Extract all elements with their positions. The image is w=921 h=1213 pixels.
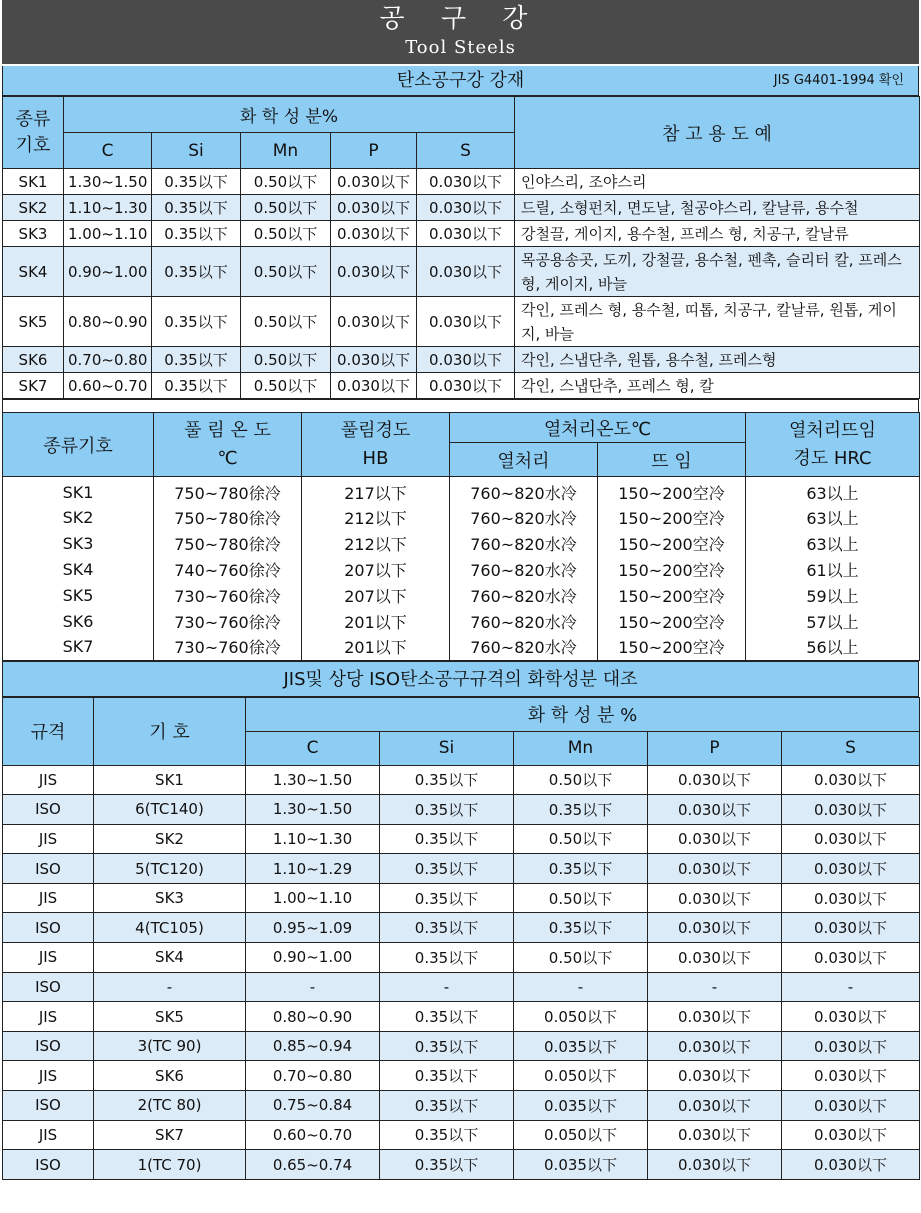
compare-header-p: P bbox=[648, 731, 782, 765]
heat-code-cell: SK1 bbox=[3, 477, 154, 505]
table-row bbox=[3, 608, 920, 634]
code-cell: 2(TC 80) bbox=[94, 1091, 246, 1121]
heat-header-anneal-hardness bbox=[302, 413, 450, 477]
code-cell: 5(TC120) bbox=[94, 854, 246, 884]
table-row bbox=[3, 1150, 920, 1180]
compare-si-cell: 0.35以下 bbox=[380, 765, 514, 795]
heat-code-cell: SK6 bbox=[3, 608, 154, 634]
compare-header-s: S bbox=[782, 731, 920, 765]
heat-quench-cell: 760~820水冷 bbox=[450, 608, 598, 634]
usage-cell: 각인, 스냅단추, 원톱, 용수철, 프레스형 bbox=[515, 347, 920, 373]
compare-p-cell: 0.030以下 bbox=[648, 1120, 782, 1150]
compare-c-cell: - bbox=[246, 972, 380, 1002]
carbon-s-cell: 0.030以下 bbox=[417, 247, 515, 297]
table-row bbox=[3, 504, 920, 530]
spec-cell: JIS bbox=[3, 1120, 94, 1150]
heat-quench-cell: 760~820水冷 bbox=[450, 504, 598, 530]
heat-hb-cell: 212以下 bbox=[302, 504, 450, 530]
carbon-mn-cell: 0.50以下 bbox=[241, 169, 331, 195]
carbon-header-si: Si bbox=[152, 133, 241, 169]
compare-mn-cell: 0.50以下 bbox=[514, 943, 648, 973]
table-row bbox=[3, 373, 920, 399]
spec-cell: ISO bbox=[3, 1091, 94, 1121]
code-cell: 6(TC140) bbox=[94, 795, 246, 825]
compare-s-cell: 0.030以下 bbox=[782, 1031, 920, 1061]
spec-cell: ISO bbox=[3, 972, 94, 1002]
spec-cell: JIS bbox=[3, 1061, 94, 1091]
heat-hrc-cell: 63以上 bbox=[746, 504, 920, 530]
compare-p-cell: 0.030以下 bbox=[648, 883, 782, 913]
compare-c-cell: 0.85~0.94 bbox=[246, 1031, 380, 1061]
heat-code-cell: SK4 bbox=[3, 556, 154, 582]
title-bar bbox=[2, 0, 919, 66]
compare-c-cell: 1.00~1.10 bbox=[246, 883, 380, 913]
heat-quench-cell: 760~820水冷 bbox=[450, 556, 598, 582]
heat-anneal-cell: 750~780徐冷 bbox=[154, 530, 302, 556]
compare-s-cell: 0.030以下 bbox=[782, 1091, 920, 1121]
heat-code-cell: SK3 bbox=[3, 530, 154, 556]
carbon-table-title: 탄소공구강 강재 bbox=[396, 70, 525, 91]
compare-header-mn: Mn bbox=[514, 731, 648, 765]
carbon-p-cell: 0.030以下 bbox=[331, 247, 417, 297]
carbon-si-cell: 0.35以下 bbox=[152, 221, 241, 247]
table-row bbox=[3, 824, 920, 854]
heat-anneal-cell: 730~760徐冷 bbox=[154, 608, 302, 634]
compare-mn-cell: 0.050以下 bbox=[514, 1002, 648, 1032]
compare-mn-cell: 0.050以下 bbox=[514, 1120, 648, 1150]
compare-c-cell: 0.75~0.84 bbox=[246, 1091, 380, 1121]
heat-anneal-cell: 750~780徐冷 bbox=[154, 504, 302, 530]
carbon-si-cell: 0.35以下 bbox=[152, 347, 241, 373]
compare-si-cell: 0.35以下 bbox=[380, 1150, 514, 1180]
compare-s-cell: 0.030以下 bbox=[782, 765, 920, 795]
carbon-c-cell: 1.00~1.10 bbox=[64, 221, 152, 247]
compare-p-cell: - bbox=[648, 972, 782, 1002]
heat-hrc-cell: 63以上 bbox=[746, 477, 920, 505]
carbon-mn-cell: 0.50以下 bbox=[241, 347, 331, 373]
compare-si-cell: 0.35以下 bbox=[380, 854, 514, 884]
table-row bbox=[3, 347, 920, 373]
carbon-s-cell: 0.030以下 bbox=[417, 297, 515, 347]
table-row bbox=[3, 634, 920, 660]
carbon-c-cell: 0.60~0.70 bbox=[64, 373, 152, 399]
compare-s-cell: 0.030以下 bbox=[782, 1120, 920, 1150]
carbon-s-cell: 0.030以下 bbox=[417, 347, 515, 373]
compare-s-cell: 0.030以下 bbox=[782, 795, 920, 825]
usage-cell: 각인, 스냅단추, 프레스 형, 칼 bbox=[515, 373, 920, 399]
code-cell: SK5 bbox=[94, 1002, 246, 1032]
compare-c-cell: 1.30~1.50 bbox=[246, 765, 380, 795]
spec-cell: JIS bbox=[3, 1002, 94, 1032]
carbon-header-c: C bbox=[64, 133, 152, 169]
type-code-cell: SK4 bbox=[3, 247, 64, 297]
compare-mn-cell: 0.35以下 bbox=[514, 854, 648, 884]
code-cell: SK7 bbox=[94, 1120, 246, 1150]
carbon-c-cell: 0.90~1.00 bbox=[64, 247, 152, 297]
compare-si-cell: 0.35以下 bbox=[380, 1120, 514, 1150]
heat-header-anneal-hardness-unit: HB bbox=[362, 447, 389, 469]
carbon-table-standard: JIS G4401-1994 확인 bbox=[773, 73, 904, 88]
table-row bbox=[3, 854, 920, 884]
code-cell: SK1 bbox=[94, 765, 246, 795]
heat-header-type-code: 종류기호 bbox=[3, 413, 154, 477]
carbon-si-cell: 0.35以下 bbox=[152, 373, 241, 399]
title-english: Tool Steels bbox=[405, 37, 516, 58]
heat-hb-cell: 217以下 bbox=[302, 477, 450, 505]
compare-c-cell: 1.10~1.30 bbox=[246, 824, 380, 854]
type-code-cell: SK3 bbox=[3, 221, 64, 247]
heat-anneal-cell: 730~760徐冷 bbox=[154, 634, 302, 660]
carbon-s-cell: 0.030以下 bbox=[417, 195, 515, 221]
table-row bbox=[3, 582, 920, 608]
code-cell: - bbox=[94, 972, 246, 1002]
heat-hrc-cell: 56以上 bbox=[746, 634, 920, 660]
heat-table bbox=[2, 412, 920, 661]
compare-si-cell: 0.35以下 bbox=[380, 1061, 514, 1091]
heat-temper-cell: 150~200空冷 bbox=[598, 608, 746, 634]
compare-p-cell: 0.030以下 bbox=[648, 765, 782, 795]
compare-s-cell: 0.030以下 bbox=[782, 854, 920, 884]
compare-s-cell: - bbox=[782, 972, 920, 1002]
heat-hrc-cell: 57以上 bbox=[746, 608, 920, 634]
heat-header-temper: 뜨 임 bbox=[598, 443, 746, 477]
carbon-mn-cell: 0.50以下 bbox=[241, 247, 331, 297]
heat-code-cell: SK5 bbox=[3, 582, 154, 608]
compare-c-cell: 0.65~0.74 bbox=[246, 1150, 380, 1180]
heat-header-anneal-temp bbox=[154, 413, 302, 477]
heat-header-quench: 열처리 bbox=[450, 443, 598, 477]
type-code-cell: SK5 bbox=[3, 297, 64, 347]
table-row bbox=[3, 477, 920, 505]
spec-cell: ISO bbox=[3, 913, 94, 943]
usage-cell: 강철끌, 게이지, 용수철, 프레스 형, 치공구, 칼날류 bbox=[515, 221, 920, 247]
heat-quench-cell: 760~820水冷 bbox=[450, 477, 598, 505]
carbon-header-chem: 화 학 성 분% bbox=[64, 97, 515, 133]
carbon-c-cell: 1.10~1.30 bbox=[64, 195, 152, 221]
heat-header-hrc-line2: 경도 HRC bbox=[793, 447, 872, 469]
table-row bbox=[3, 913, 920, 943]
compare-mn-cell: 0.50以下 bbox=[514, 824, 648, 854]
heat-header-heat-temp: 열처리온도℃ bbox=[450, 413, 746, 443]
usage-cell: 목공용송곳, 도끼, 강철끌, 용수철, 펜촉, 슬리터 칼, 프레스 형, 게이지, 바늘 bbox=[515, 247, 920, 297]
compare-c-cell: 0.80~0.90 bbox=[246, 1002, 380, 1032]
compare-p-cell: 0.030以下 bbox=[648, 1091, 782, 1121]
table-row bbox=[3, 972, 920, 1002]
heat-hb-cell: 207以下 bbox=[302, 556, 450, 582]
spec-cell: ISO bbox=[3, 1031, 94, 1061]
spec-cell: ISO bbox=[3, 795, 94, 825]
carbon-table-banner bbox=[2, 66, 919, 96]
carbon-header-s: S bbox=[417, 133, 515, 169]
table-row bbox=[3, 221, 920, 247]
compare-p-cell: 0.030以下 bbox=[648, 913, 782, 943]
compare-mn-cell: 0.035以下 bbox=[514, 1031, 648, 1061]
table-row bbox=[3, 883, 920, 913]
compare-s-cell: 0.030以下 bbox=[782, 1061, 920, 1091]
heat-anneal-cell: 750~780徐冷 bbox=[154, 477, 302, 505]
title-korean: 공 구 강 bbox=[379, 4, 542, 34]
compare-p-cell: 0.030以下 bbox=[648, 943, 782, 973]
compare-si-cell: 0.35以下 bbox=[380, 913, 514, 943]
compare-si-cell: 0.35以下 bbox=[380, 943, 514, 973]
compare-c-cell: 0.70~0.80 bbox=[246, 1061, 380, 1091]
compare-mn-cell: 0.50以下 bbox=[514, 883, 648, 913]
heat-hrc-cell: 61以上 bbox=[746, 556, 920, 582]
carbon-c-cell: 0.80~0.90 bbox=[64, 297, 152, 347]
code-cell: SK2 bbox=[94, 824, 246, 854]
heat-anneal-cell: 740~760徐冷 bbox=[154, 556, 302, 582]
type-code-cell: SK7 bbox=[3, 373, 64, 399]
compare-mn-cell: 0.035以下 bbox=[514, 1150, 648, 1180]
heat-header-anneal-temp-label: 풀 림 온 도 bbox=[184, 419, 271, 441]
heat-hb-cell: 201以下 bbox=[302, 634, 450, 660]
carbon-si-cell: 0.35以下 bbox=[152, 195, 241, 221]
compare-mn-cell: 0.050以下 bbox=[514, 1061, 648, 1091]
carbon-mn-cell: 0.50以下 bbox=[241, 221, 331, 247]
heat-temper-cell: 150~200空冷 bbox=[598, 634, 746, 660]
carbon-p-cell: 0.030以下 bbox=[331, 169, 417, 195]
carbon-p-cell: 0.030以下 bbox=[331, 373, 417, 399]
heat-hb-cell: 207以下 bbox=[302, 582, 450, 608]
type-code-cell: SK6 bbox=[3, 347, 64, 373]
table-row bbox=[3, 765, 920, 795]
table-row bbox=[3, 1002, 920, 1032]
carbon-s-cell: 0.030以下 bbox=[417, 169, 515, 195]
compare-mn-cell: 0.35以下 bbox=[514, 795, 648, 825]
carbon-si-cell: 0.35以下 bbox=[152, 297, 241, 347]
heat-quench-cell: 760~820水冷 bbox=[450, 582, 598, 608]
compare-p-cell: 0.030以下 bbox=[648, 795, 782, 825]
usage-cell: 각인, 프레스 형, 용수철, 띠톱, 치공구, 칼날류, 원톱, 게이지, 바늘 bbox=[515, 297, 920, 347]
compare-si-cell: - bbox=[380, 972, 514, 1002]
table-row bbox=[3, 1061, 920, 1091]
compare-p-cell: 0.030以下 bbox=[648, 1061, 782, 1091]
compare-mn-cell: 0.35以下 bbox=[514, 913, 648, 943]
table-row bbox=[3, 247, 920, 297]
compare-p-cell: 0.030以下 bbox=[648, 824, 782, 854]
compare-s-cell: 0.030以下 bbox=[782, 913, 920, 943]
heat-hb-cell: 201以下 bbox=[302, 608, 450, 634]
compare-p-cell: 0.030以下 bbox=[648, 854, 782, 884]
compare-s-cell: 0.030以下 bbox=[782, 883, 920, 913]
table-row bbox=[3, 943, 920, 973]
carbon-header-type-code: 종류 기호 bbox=[3, 97, 64, 169]
code-cell: SK3 bbox=[94, 883, 246, 913]
carbon-mn-cell: 0.50以下 bbox=[241, 195, 331, 221]
code-cell: 3(TC 90) bbox=[94, 1031, 246, 1061]
compare-header-code: 기 호 bbox=[94, 697, 246, 765]
compare-s-cell: 0.030以下 bbox=[782, 1150, 920, 1180]
table-row bbox=[3, 297, 920, 347]
table-row bbox=[3, 530, 920, 556]
heat-temper-cell: 150~200空冷 bbox=[598, 582, 746, 608]
heat-code-cell: SK2 bbox=[3, 504, 154, 530]
carbon-header-p: P bbox=[331, 133, 417, 169]
compare-header-c: C bbox=[246, 731, 380, 765]
carbon-si-cell: 0.35以下 bbox=[152, 247, 241, 297]
heat-hrc-cell: 59以上 bbox=[746, 582, 920, 608]
code-cell: SK6 bbox=[94, 1061, 246, 1091]
heat-header-hrc-line1: 열처리뜨임 bbox=[789, 419, 876, 441]
carbon-c-cell: 0.70~0.80 bbox=[64, 347, 152, 373]
table-row bbox=[3, 795, 920, 825]
compare-table bbox=[2, 697, 920, 1180]
carbon-p-cell: 0.030以下 bbox=[331, 195, 417, 221]
compare-mn-cell: 0.035以下 bbox=[514, 1091, 648, 1121]
tool-steels-page bbox=[2, 0, 919, 1180]
compare-c-cell: 0.95~1.09 bbox=[246, 913, 380, 943]
compare-si-cell: 0.35以下 bbox=[380, 824, 514, 854]
usage-cell: 드릴, 소형펀치, 면도날, 철공야스리, 칼날류, 용수철 bbox=[515, 195, 920, 221]
carbon-p-cell: 0.030以下 bbox=[331, 297, 417, 347]
compare-s-cell: 0.030以下 bbox=[782, 943, 920, 973]
carbon-table bbox=[2, 96, 920, 399]
compare-si-cell: 0.35以下 bbox=[380, 883, 514, 913]
compare-header-si: Si bbox=[380, 731, 514, 765]
carbon-table-spacer bbox=[2, 399, 919, 412]
carbon-s-cell: 0.030以下 bbox=[417, 373, 515, 399]
heat-temper-cell: 150~200空冷 bbox=[598, 477, 746, 505]
usage-cell: 인야스리, 조야스리 bbox=[515, 169, 920, 195]
table-row bbox=[3, 169, 920, 195]
table-row bbox=[3, 1120, 920, 1150]
code-cell: 4(TC105) bbox=[94, 913, 246, 943]
heat-quench-cell: 760~820水冷 bbox=[450, 530, 598, 556]
code-cell: 1(TC 70) bbox=[94, 1150, 246, 1180]
carbon-mn-cell: 0.50以下 bbox=[241, 297, 331, 347]
carbon-p-cell: 0.030以下 bbox=[331, 347, 417, 373]
heat-temper-cell: 150~200空冷 bbox=[598, 504, 746, 530]
spec-cell: ISO bbox=[3, 854, 94, 884]
compare-c-cell: 1.10~1.29 bbox=[246, 854, 380, 884]
heat-hrc-cell: 63以上 bbox=[746, 530, 920, 556]
carbon-s-cell: 0.030以下 bbox=[417, 221, 515, 247]
heat-anneal-cell: 730~760徐冷 bbox=[154, 582, 302, 608]
heat-header-hrc bbox=[746, 413, 920, 477]
heat-code-cell: SK7 bbox=[3, 634, 154, 660]
table-row bbox=[3, 1091, 920, 1121]
carbon-si-cell: 0.35以下 bbox=[152, 169, 241, 195]
compare-header-chem: 화 학 성 분 % bbox=[246, 697, 920, 731]
heat-header-anneal-hardness-label: 풀림경도 bbox=[340, 419, 411, 441]
heat-hb-cell: 212以下 bbox=[302, 530, 450, 556]
type-code-cell: SK1 bbox=[3, 169, 64, 195]
compare-p-cell: 0.030以下 bbox=[648, 1002, 782, 1032]
compare-c-cell: 0.90~1.00 bbox=[246, 943, 380, 973]
carbon-header-usage: 참 고 용 도 예 bbox=[515, 97, 920, 169]
code-cell: SK4 bbox=[94, 943, 246, 973]
table-row bbox=[3, 1031, 920, 1061]
carbon-p-cell: 0.030以下 bbox=[331, 221, 417, 247]
compare-si-cell: 0.35以下 bbox=[380, 1002, 514, 1032]
heat-quench-cell: 760~820水冷 bbox=[450, 634, 598, 660]
table-row bbox=[3, 556, 920, 582]
compare-si-cell: 0.35以下 bbox=[380, 1031, 514, 1061]
carbon-c-cell: 1.30~1.50 bbox=[64, 169, 152, 195]
compare-mn-cell: - bbox=[514, 972, 648, 1002]
compare-mn-cell: 0.50以下 bbox=[514, 765, 648, 795]
spec-cell: JIS bbox=[3, 883, 94, 913]
spec-cell: JIS bbox=[3, 765, 94, 795]
spec-cell: JIS bbox=[3, 824, 94, 854]
carbon-mn-cell: 0.50以下 bbox=[241, 373, 331, 399]
compare-header-spec: 규격 bbox=[3, 697, 94, 765]
compare-table-banner bbox=[2, 661, 919, 697]
type-code-cell: SK2 bbox=[3, 195, 64, 221]
compare-table-title: JIS및 상당 ISO탄소공구규격의 화학성분 대조 bbox=[283, 668, 638, 690]
heat-header-anneal-temp-unit: ℃ bbox=[217, 447, 238, 469]
compare-si-cell: 0.35以下 bbox=[380, 1091, 514, 1121]
compare-s-cell: 0.030以下 bbox=[782, 824, 920, 854]
spec-cell: JIS bbox=[3, 943, 94, 973]
heat-temper-cell: 150~200空冷 bbox=[598, 556, 746, 582]
compare-s-cell: 0.030以下 bbox=[782, 1002, 920, 1032]
compare-p-cell: 0.030以下 bbox=[648, 1150, 782, 1180]
spec-cell: ISO bbox=[3, 1150, 94, 1180]
carbon-header-mn: Mn bbox=[241, 133, 331, 169]
table-row bbox=[3, 195, 920, 221]
compare-si-cell: 0.35以下 bbox=[380, 795, 514, 825]
heat-temper-cell: 150~200空冷 bbox=[598, 530, 746, 556]
compare-p-cell: 0.030以下 bbox=[648, 1031, 782, 1061]
compare-c-cell: 1.30~1.50 bbox=[246, 795, 380, 825]
compare-c-cell: 0.60~0.70 bbox=[246, 1120, 380, 1150]
